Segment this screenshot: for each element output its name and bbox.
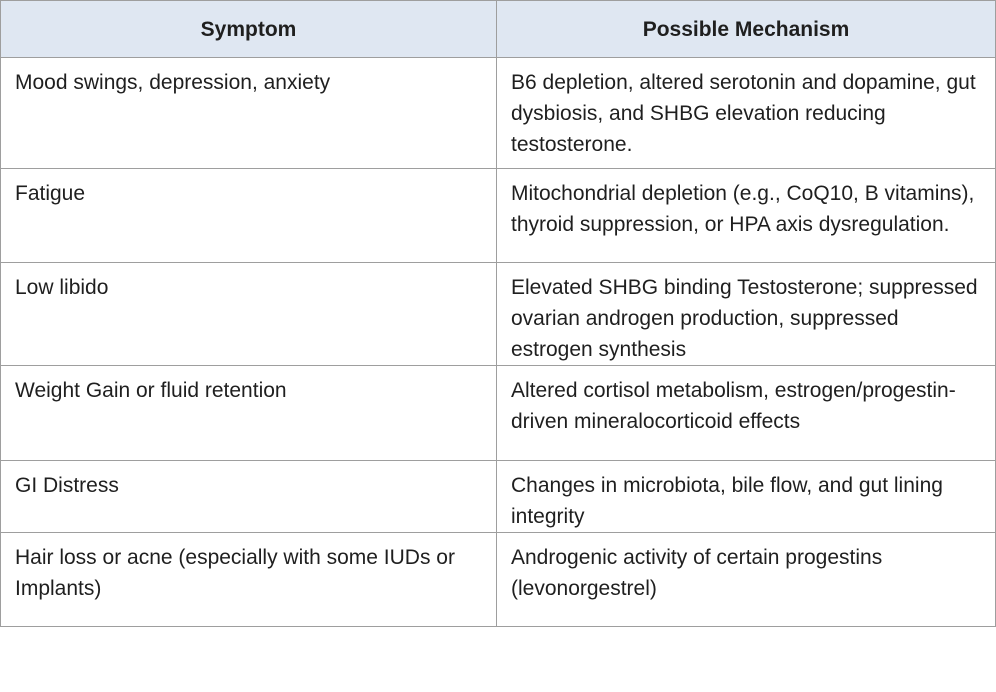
mechanism-cell: Changes in microbiota, bile flow, and gut lining integrity (497, 461, 996, 533)
table-row (1, 461, 996, 533)
mechanism-cell: Elevated SHBG binding Testosterone; suppressed ovarian androgen production, suppressed estrogen synthesis (497, 263, 996, 366)
symptom-cell: Low libido (1, 263, 497, 366)
symptom-cell: GI Distress (1, 461, 497, 533)
header-mechanism: Possible Mechanism (497, 1, 996, 58)
mechanism-cell: Altered cortisol metabolism, estrogen/progestin- driven mineralocorticoid effects (497, 366, 996, 461)
symptom-cell: Mood swings, depression, anxiety (1, 58, 497, 169)
mechanism-cell: Mitochondrial depletion (e.g., CoQ10, B vitamins), thyroid suppression, or HPA axis dysregulation. (497, 169, 996, 263)
table-row (1, 58, 996, 169)
table-row (1, 263, 996, 366)
header-symptom: Symptom (1, 1, 497, 58)
mechanism-cell: Androgenic activity of certain progestins (levonorgestrel) (497, 533, 996, 627)
table-row (1, 169, 996, 263)
symptom-cell: Hair loss or acne (especially with some IUDs or Implants) (1, 533, 497, 627)
mechanism-cell: B6 depletion, altered serotonin and dopamine, gut dysbiosis, and SHBG elevation reducing testosterone. (497, 58, 996, 169)
table-row (1, 366, 996, 461)
symptom-cell: Weight Gain or fluid retention (1, 366, 497, 461)
header-row (1, 1, 996, 58)
symptom-cell: Fatigue (1, 169, 497, 263)
table-row (1, 533, 996, 627)
